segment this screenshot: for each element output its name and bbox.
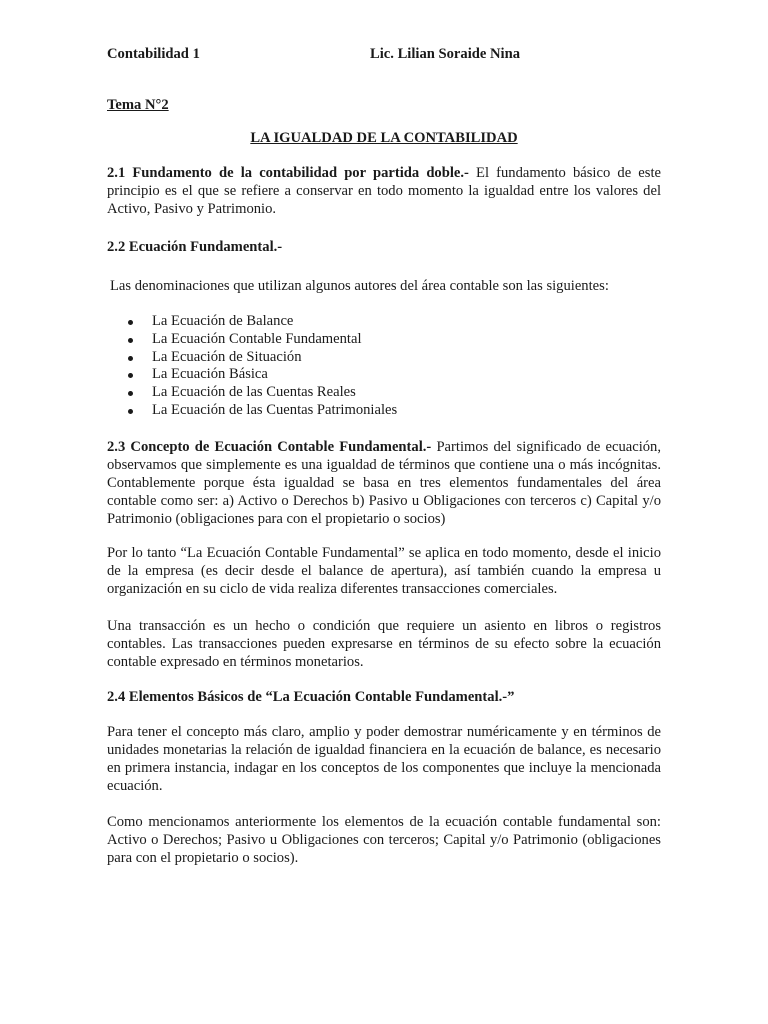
section-2-2-intro: Las denominaciones que utilizan algunos autores del área contable son las siguientes: — [110, 278, 609, 294]
page-header — [107, 46, 661, 66]
bullet-icon — [128, 409, 133, 414]
topic-number: Tema N°2 — [107, 97, 169, 113]
list-item: La Ecuación de Balance — [107, 313, 397, 331]
section-2-3 — [107, 438, 661, 528]
section-2-1-body: El fundamento básico de este principio es el que se refiere a conservar en todo momento la igualdad entre los valores del Activo, Pasivo y Patrimonio. — [107, 165, 661, 217]
section-2-3-paragraph-2: Por lo tanto “La Ecuación Contable Fundamental” se aplica en todo momento, desde el inicio de la empresa (es decir desde el balance de apertura), así también cuando la empresa u organización en su ciclo de vida realiza diferentes transacciones comerciales. — [107, 545, 661, 597]
document-title: LA IGUALDAD DE LA CONTABILIDAD — [250, 130, 518, 146]
bullet-icon — [128, 391, 133, 396]
bullet-icon — [128, 373, 133, 378]
list-item: La Ecuación de las Cuentas Reales — [107, 384, 397, 402]
section-2-3-paragraph-3: Una transacción es un hecho o condición que requiere un asiento en libros o registros contables. Las transacciones pueden expresarse en términos de su efecto sobre la ecuación contable expresado en términos monetarios. — [107, 618, 661, 670]
bullet-icon — [128, 338, 133, 343]
bullet-icon — [128, 320, 133, 325]
list-item: La Ecuación Básica — [107, 366, 397, 384]
bullet-icon — [128, 356, 133, 361]
section-2-4-paragraph-1: Para tener el concepto más claro, amplio y poder demostrar numéricamente y en términos de unidades monetarias la relación de igualdad financiera en la ecuación de balance, es necesario en primera instancia, indagar en los conceptos de los componentes que incluye la mencionada ecuación. — [107, 724, 661, 794]
author-name: Lic. Lilian Soraide Nina — [370, 46, 521, 62]
list-item: La Ecuación de las Cuentas Patrimoniales — [107, 402, 397, 420]
equation-names-list — [107, 313, 397, 420]
section-2-4-paragraph-2: Como mencionamos anteriormente los elementos de la ecuación contable fundamental son: Activo o Derechos; Pasivo u Obligaciones con terceros; Capital y/o Patrimonio (obligaciones para con el propietario o socios). — [107, 814, 661, 866]
section-2-2-heading: 2.2 Ecuación Fundamental.- — [107, 239, 283, 255]
section-2-1 — [107, 164, 661, 218]
section-2-1-heading: 2.1 Fundamento de la contabilidad por partida doble.- — [107, 165, 469, 181]
section-2-4-heading: 2.4 Elementos Básicos de “La Ecuación Contable Fundamental.-” — [107, 689, 515, 705]
section-2-3-heading: 2.3 Concepto de Ecuación Contable Fundamental.- — [107, 439, 432, 455]
list-item: La Ecuación Contable Fundamental — [107, 331, 397, 349]
list-item: La Ecuación de Situación — [107, 349, 397, 367]
course-name: Contabilidad 1 — [107, 46, 200, 62]
section-2-3-body: Partimos del significado de ecuación, observamos que simplemente es una igualdad de términos que contiene una o más incógnitas. Contablemente porque ésta igualdad se basa en tres elementos fundamentales del área contable como ser: a) Activo o Derechos b) Pasivo u Obligaciones con terceros c) Capital y/o Patrimonio (obligaciones para con el propietario o socios) — [107, 439, 661, 527]
